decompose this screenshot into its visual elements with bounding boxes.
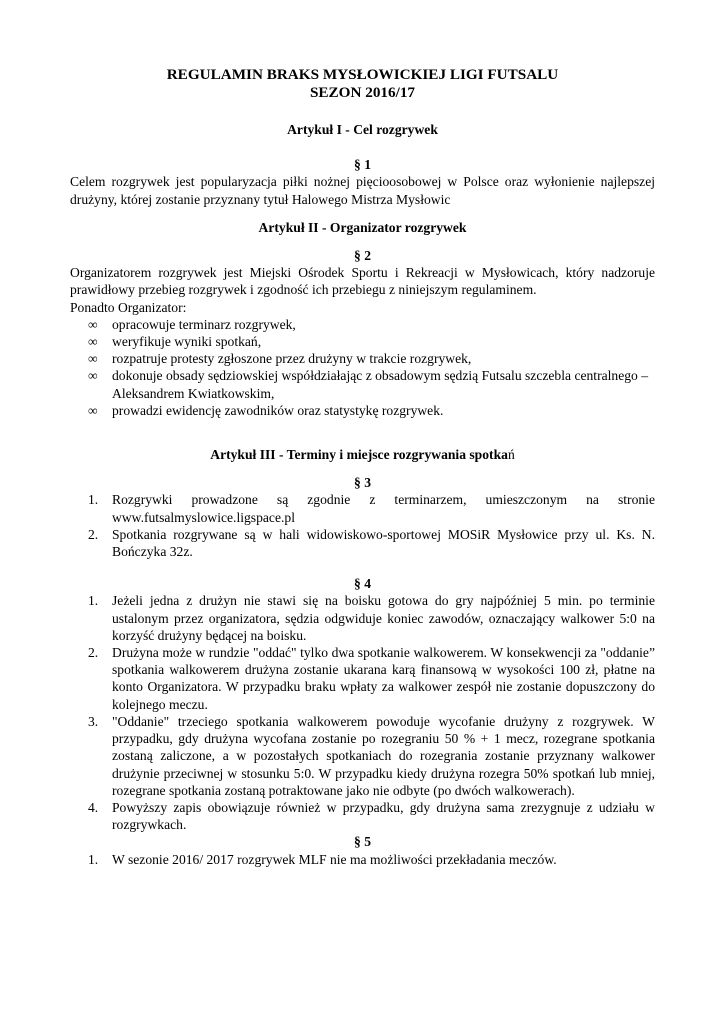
infinity-bullet-icon: ∞ — [88, 334, 98, 350]
article-2-heading: Artykuł II - Organizator rozgrywek — [258, 219, 467, 235]
document-title — [70, 66, 655, 102]
article-3-heading: Artykuł III - Terminy i miejsce rozgrywania spotkań — [210, 447, 515, 463]
list-item: ∞ prowadzi ewidencję zawodników oraz statystykę rozgrywek. — [88, 402, 444, 418]
section-3-sign: § 3 — [354, 475, 371, 491]
list-item: ∞ dokonuje obsady sędziowskiej współdziałając z obsadowym sędzią Futsalu szczebla centralnego – Aleksandrem Kwiatkowskim, — [88, 368, 649, 401]
infinity-bullet-icon: ∞ — [88, 351, 98, 367]
section-5-sign: § 5 — [354, 834, 371, 850]
section-4-list — [70, 592, 655, 833]
list-item: 2. Spotkania rozgrywane są w hali widowiskowo-sportowej MOSiR Mysłowice przy ul. Ks. N. Bończyka 32z. — [88, 526, 655, 560]
section-3-list — [70, 491, 655, 560]
title-line-1: REGULAMIN BRAKS MYSŁOWICKIEJ LIGI FUTSALU — [166, 66, 559, 83]
section-2-intro: Ponadto Organizator: — [70, 299, 187, 315]
section-1-text: Celem rozgrywek jest popularyzacja piłki nożnej pięcioosobowej w Polsce oraz wyłonienie najlepszej drużyny, której zostanie przyznany tytuł Halowego Mistrza Mysłowic — [70, 174, 655, 207]
list-item: 2. Drużyna może w rundzie "oddać" tylko dwa spotkanie walkowerem. W konsekwencji za "oddanie” spotkania walkowerem drużyna zostanie ukarana karą finansową w wysokości 100 zł, płatne na konto Organizatora. W przypadku braku wpłaty za walkower zespół nie zostanie dopuszczony do kolejnego meczu. — [88, 645, 655, 712]
infinity-bullet-icon: ∞ — [88, 316, 98, 332]
list-item: 1. Rozgrywki prowadzone są zgodnie z terminarzem, umieszczonym na stronie www.futsalmyslowice.ligspace.pl — [88, 492, 655, 525]
list-item: 1. W sezonie 2016/ 2017 rozgrywek MLF nie ma możliwości przekładania meczów. — [88, 851, 557, 867]
article-1-heading: Artykuł I - Cel rozgrywek — [287, 122, 438, 137]
section-2-sign: § 2 — [354, 248, 371, 264]
list-item: 4. Powyższy zapis obowiązuje również w przypadku, gdy drużyna sama zrezygnuje z udziału w rozgrywkach. — [88, 799, 655, 833]
organizer-duties-list — [70, 316, 655, 419]
title-line-2: SEZON 2016/17 — [309, 84, 416, 101]
infinity-bullet-icon: ∞ — [88, 402, 98, 418]
section-1-sign: § 1 — [354, 157, 371, 173]
infinity-bullet-icon: ∞ — [88, 368, 98, 384]
document-page — [70, 66, 655, 868]
list-item: 1. Jeżeli jedna z drużyn nie stawi się na boisku gotowa do gry najpóźniej 5 min. po terminie ustalonym przez organizatora, sędzia odgwiduje koniec zawodów, oznaczający walkower 5:0 na korzyść drużyny będącej na boisku. — [88, 593, 655, 643]
section-5-list — [70, 851, 655, 868]
list-item: 3. "Oddanie" trzeciego spotkania walkowerem powoduje wycofanie drużyny z rozgrywek. W przypadku, gdy drużyna wycofana zostanie po rozegraniu 50 % + 1 mecz, rozegrane spotkania zostaną zaliczone, a w pozostałych spotkaniach do rozegrania zostanie przyznany walkower drużynie przeciwnej w stosunku 5:0. W przypadku kiedy drużyna rozegra 50% spotkań lub mniej, rozegrane spotkania zostaną potraktowane jako nie odbyte (po dwóch walkowerach). — [88, 713, 655, 798]
list-item: ∞ opracowuje terminarz rozgrywek, — [88, 316, 296, 332]
list-item: ∞ rozpatruje protesty zgłoszone przez drużyny w trakcie rozgrywek, — [88, 351, 472, 367]
list-item: ∞ weryfikuje wyniki spotkań, — [88, 334, 262, 350]
section-4-sign: § 4 — [354, 576, 371, 592]
section-2-text: Organizatorem rozgrywek jest Miejski Ośrodek Sportu i Rekreacji w Mysłowicach, który nadzoruje prawidłowy przebieg rozgrywek i zgodność ich przebiegu z niniejszym regulaminem. — [70, 265, 655, 298]
